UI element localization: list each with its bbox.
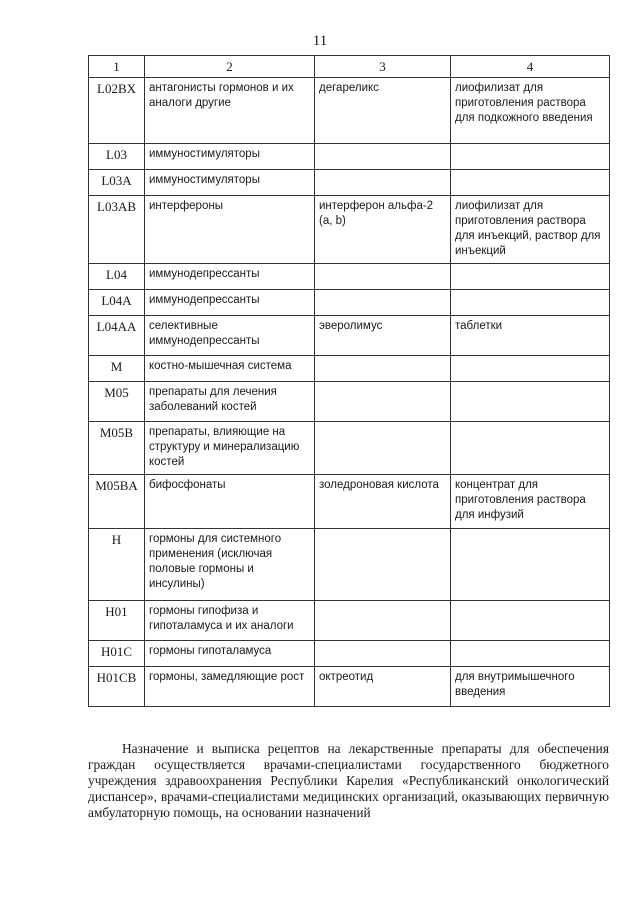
cell-dosage-form <box>451 356 610 382</box>
table-row <box>89 601 610 641</box>
column-header-1: 1 <box>89 56 145 78</box>
cell-dosage-form <box>451 264 610 290</box>
table-row <box>89 382 610 422</box>
cell-group-name: интерфероны <box>145 196 315 264</box>
cell-group-name: антагонисты гормонов и их аналоги другие <box>145 78 315 144</box>
cell-substance <box>315 356 451 382</box>
cell-dosage-form: таблетки <box>451 316 610 356</box>
cell-atc-code: M05B <box>89 422 145 475</box>
cell-substance: дегареликс <box>315 78 451 144</box>
cell-group-name: иммуностимуляторы <box>145 144 315 170</box>
cell-atc-code: L04A <box>89 290 145 316</box>
cell-group-name: гормоны, замедляющие рост <box>145 667 315 707</box>
cell-group-name: препараты, влияющие на структуру и минерализацию костей <box>145 422 315 475</box>
cell-substance <box>315 641 451 667</box>
cell-group-name: гормоны гипофиза и гипоталамуса и их аналоги <box>145 601 315 641</box>
column-header-4: 4 <box>451 56 610 78</box>
cell-dosage-form <box>451 529 610 601</box>
cell-dosage-form <box>451 641 610 667</box>
cell-substance: эверолимус <box>315 316 451 356</box>
cell-dosage-form <box>451 601 610 641</box>
table-row <box>89 667 610 707</box>
table-row <box>89 475 610 529</box>
cell-atc-code: L03AB <box>89 196 145 264</box>
cell-substance: интерферон альфа-2 (a, b) <box>315 196 451 264</box>
cell-dosage-form <box>451 422 610 475</box>
cell-atc-code: H01CB <box>89 667 145 707</box>
cell-substance <box>315 601 451 641</box>
cell-dosage-form <box>451 382 610 422</box>
column-header-3: 3 <box>315 56 451 78</box>
cell-dosage-form <box>451 170 610 196</box>
cell-substance: октреотид <box>315 667 451 707</box>
cell-atc-code: H01 <box>89 601 145 641</box>
cell-atc-code: M05 <box>89 382 145 422</box>
cell-substance <box>315 144 451 170</box>
cell-dosage-form <box>451 144 610 170</box>
table-row <box>89 422 610 475</box>
cell-dosage-form: для внутримышечного введения <box>451 667 610 707</box>
table-header-row <box>89 56 610 78</box>
table-row <box>89 196 610 264</box>
drug-table <box>88 55 610 707</box>
cell-substance <box>315 170 451 196</box>
cell-substance <box>315 290 451 316</box>
cell-group-name: бифосфонаты <box>145 475 315 529</box>
cell-group-name: костно-мышечная система <box>145 356 315 382</box>
cell-substance: золедроновая кислота <box>315 475 451 529</box>
table-row <box>89 144 610 170</box>
cell-dosage-form: лиофилизат для приготовления раствора для инъекций, раствор для инъекций <box>451 196 610 264</box>
cell-atc-code: L03A <box>89 170 145 196</box>
cell-atc-code: H <box>89 529 145 601</box>
cell-group-name: гормоны для системного применения (исключая половые гормоны и инсулины) <box>145 529 315 601</box>
cell-substance <box>315 264 451 290</box>
page-number: 11 <box>312 33 328 49</box>
table-row <box>89 641 610 667</box>
cell-substance <box>315 422 451 475</box>
cell-atc-code: M <box>89 356 145 382</box>
footer-paragraph: Назначение и выписка рецептов на лекарственные препараты для обеспечения граждан осуществляется врачами-специалистами государственного бюджетного учреждения здравоохранения Республики Карелия «Республиканский онкологический диспансер», врачами-специалистами медицинских организаций, оказывающих первичную амбулаторную помощь, на основании назначений <box>88 741 609 820</box>
cell-atc-code: L03 <box>89 144 145 170</box>
table-row <box>89 356 610 382</box>
cell-group-name: селективные иммунодепрессанты <box>145 316 315 356</box>
cell-group-name: гормоны гипоталамуса <box>145 641 315 667</box>
cell-atc-code: L02BX <box>89 78 145 144</box>
table-row <box>89 264 610 290</box>
cell-group-name: препараты для лечения заболеваний костей <box>145 382 315 422</box>
column-header-2: 2 <box>145 56 315 78</box>
table-row <box>89 170 610 196</box>
cell-atc-code: L04 <box>89 264 145 290</box>
cell-group-name: иммунодепрессанты <box>145 290 315 316</box>
cell-group-name: иммуностимуляторы <box>145 170 315 196</box>
table-row <box>89 316 610 356</box>
table-row <box>89 529 610 601</box>
cell-group-name: иммунодепрессанты <box>145 264 315 290</box>
cell-atc-code: L04AA <box>89 316 145 356</box>
cell-atc-code: H01C <box>89 641 145 667</box>
cell-atc-code: M05BA <box>89 475 145 529</box>
cell-substance <box>315 382 451 422</box>
cell-dosage-form: лиофилизат для приготовления раствора для подкожного введения <box>451 78 610 144</box>
table-row <box>89 290 610 316</box>
cell-dosage-form <box>451 290 610 316</box>
cell-dosage-form: концентрат для приготовления раствора для инфузий <box>451 475 610 529</box>
cell-substance <box>315 529 451 601</box>
table-row <box>89 78 610 144</box>
